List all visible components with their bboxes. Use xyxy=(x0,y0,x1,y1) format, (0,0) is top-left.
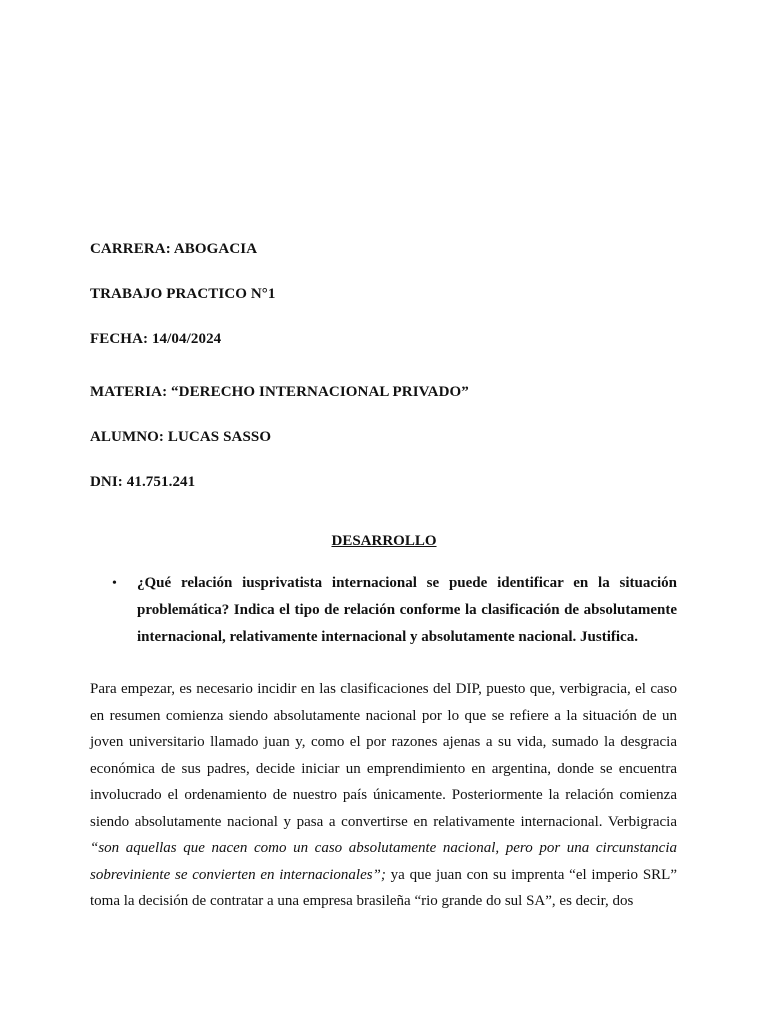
section-heading xyxy=(0,533,768,550)
assignment-line: TRABAJO PRACTICO N°1 xyxy=(90,286,276,302)
career-line: CARRERA: ABOGACIA xyxy=(90,241,258,257)
date-line: FECHA: 14/04/2024 xyxy=(90,331,222,347)
body-text-part2: ya que juan con su imprenta “el imperio SRL” toma la decisión de contratar a una empresa brasileña “rio grande do sul SA”, es decir, dos xyxy=(90,866,677,909)
student-line: ALUMNO: LUCAS SASSO xyxy=(90,429,272,445)
question-text: ¿Qué relación iusprivatista internacional se puede identificar en la situación problemática? Indica el tipo de relación conforme la clasificación de absolutamente internacional, relativamente internacional y absolutamente nacional. Justifica. xyxy=(137,575,677,645)
body-text-part1: Para empezar, es necesario incidir en las clasificaciones del DIP, puesto que, verbigracia, el caso en resumen comienza siendo absolutamente nacional por lo que se refiere a la situación de un joven universitario llamado juan y, como el por razones ajenas a su vida, sumado la desgracia económica de sus padres, decide iniciar un emprendimiento en argentina, donde se encuentra involucrado el ordenamiento de nuestro país únicamente. Posteriormente la relación comienza siendo absolutamente nacional y pasa a convertirse en relativamente internacional. Verbigracia xyxy=(90,681,677,830)
section-heading-text: DESARROLLO xyxy=(331,533,437,549)
body-quote: “son aquellas que nacen como un caso absolutamente nacional, pero por una circunstancia sobreviniente se convierten en internacionales”; xyxy=(90,840,677,883)
bullet-icon: • xyxy=(112,576,117,591)
body-paragraph xyxy=(90,676,677,915)
subject-line: MATERIA: “DERECHO INTERNACIONAL PRIVADO” xyxy=(90,384,469,400)
dni-line: DNI: 41.751.241 xyxy=(90,474,196,490)
